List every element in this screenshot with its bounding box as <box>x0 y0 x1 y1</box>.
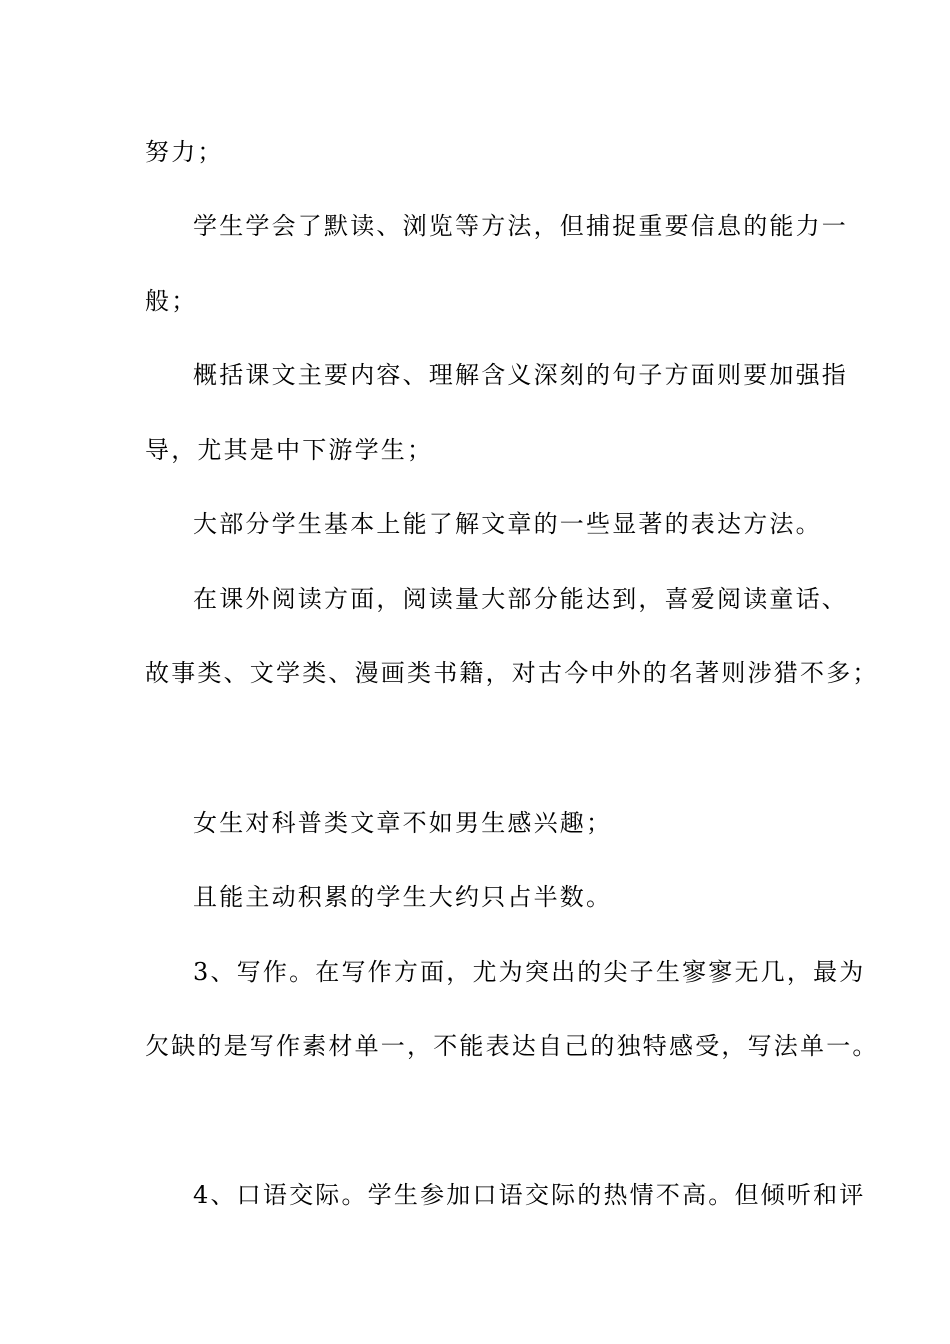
text-line-7: 在课外阅读方面，阅读量大部分能达到，喜爱阅读童话、 <box>193 585 848 613</box>
text-line-2: 学生学会了默读、浏览等方法，但捕捉重要信息的能力一 <box>193 212 848 240</box>
text-line-3: 般； <box>145 287 198 315</box>
text-line-1: 努力； <box>145 138 224 166</box>
text-line-5: 导，尤其是中下游学生； <box>145 436 434 464</box>
text-line-10: 且能主动积累的学生大约只占半数。 <box>193 883 613 911</box>
text-line-8: 故事类、文学类、漫画类书籍，对古今中外的名著则涉猎不多； <box>145 659 879 687</box>
text-line-12: 欠缺的是写作素材单一，不能表达自己的独特感受，写法单一。 <box>145 1032 879 1060</box>
text-line-4: 概括课文主要内容、理解含义深刻的句子方面则要加强指 <box>193 361 848 389</box>
text-line-9: 女生对科普类文章不如男生感兴趣； <box>193 809 613 837</box>
text-line-13: 4、口语交际。学生参加口语交际的热情不高。但倾听和评 <box>193 1181 866 1209</box>
text-line-11: 3、写作。在写作方面，尤为突出的尖子生寥寥无几，最为 <box>193 958 866 986</box>
text-line-6: 大部分学生基本上能了解文章的一些显著的表达方法。 <box>193 510 822 538</box>
